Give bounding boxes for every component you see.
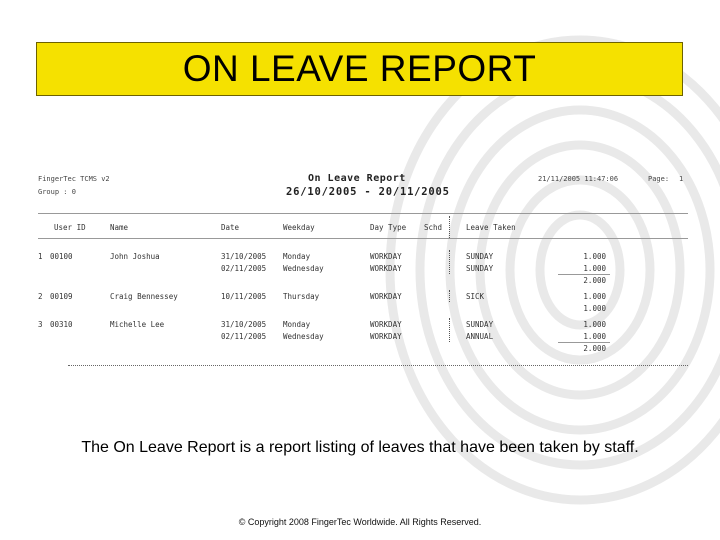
cell-daytype: WORKDAY [370, 264, 402, 273]
cell-leave: SUNDAY [466, 252, 494, 261]
cell-leave: SUNDAY [466, 264, 494, 273]
report-printed-timestamp: 21/11/2005 11:47:06 [538, 175, 619, 183]
report-footer-rule [68, 365, 688, 366]
column-header-rule [38, 238, 688, 239]
column-header: User ID [54, 223, 86, 232]
header-rule [38, 213, 688, 214]
report-software: FingerTec TCMS v2 [38, 175, 110, 183]
cell-id: 00100 [50, 252, 73, 261]
cell-weekday: Wednesday [283, 332, 324, 341]
cell-date: 31/10/2005 [221, 252, 267, 261]
cell-name: Michelle Lee [110, 320, 165, 329]
subtotal-rule [558, 342, 610, 343]
report-page-number: 1 [679, 175, 684, 183]
column-header: Day Type [370, 223, 407, 232]
slide-title: ON LEAVE REPORT [182, 48, 537, 89]
cell-daytype: WORKDAY [370, 320, 402, 329]
cell-date: 02/11/2005 [221, 264, 267, 273]
cell-name: Craig Bennessey [110, 292, 178, 301]
cell-weekday: Monday [283, 252, 311, 261]
cell-weekday: Wednesday [283, 264, 324, 273]
cell-daytype: WORKDAY [370, 252, 402, 261]
cell-qty: 1.000 [583, 332, 606, 341]
report-page-label: Page: [648, 175, 670, 183]
cell-qty: 1.000 [583, 252, 606, 261]
cell-qty: 1.000 [583, 304, 606, 313]
cell-weekday: Monday [283, 320, 311, 329]
cell-leave: SICK [466, 292, 485, 301]
slide-caption: The On Leave Report is a report listing of leaves that have been taken by staff. [81, 439, 639, 456]
report-preview [38, 168, 688, 373]
report-title: On Leave Report [308, 173, 406, 184]
cell-qty: 1.000 [583, 320, 606, 329]
report-group: Group : 0 [38, 188, 76, 196]
cell-id: 00109 [50, 292, 73, 301]
cell-date: 31/10/2005 [221, 320, 267, 329]
row-divider [449, 250, 450, 274]
cell-date: 02/11/2005 [221, 332, 267, 341]
cell-leave: ANNUAL [466, 332, 494, 341]
title-banner [36, 42, 683, 96]
report-date-range: 26/10/2005 - 20/11/2005 [286, 186, 450, 198]
cell-name: John Joshua [110, 252, 160, 261]
column-divider [449, 216, 450, 238]
column-header: Schd [424, 223, 443, 232]
column-header: Weekday [283, 223, 315, 232]
cell-qty: 1.000 [583, 292, 606, 301]
cell-no: 3 [38, 320, 43, 329]
row-divider [449, 290, 450, 302]
cell-daytype: WORKDAY [370, 332, 402, 341]
cell-leave: SUNDAY [466, 320, 494, 329]
column-header: Date [221, 223, 240, 232]
cell-weekday: Thursday [283, 292, 320, 301]
cell-no: 1 [38, 252, 43, 261]
column-header: Leave Taken [466, 223, 516, 232]
cell-daytype: WORKDAY [370, 292, 402, 301]
cell-no: 2 [38, 292, 43, 301]
cell-date: 10/11/2005 [221, 292, 267, 301]
row-divider [449, 318, 450, 342]
subtotal-rule [558, 274, 610, 275]
copyright-notice: © Copyright 2008 FingerTec Worldwide. All Rights Reserved. [238, 517, 482, 527]
cell-qty: 2.000 [583, 276, 606, 285]
cell-id: 00310 [50, 320, 73, 329]
cell-qty: 1.000 [583, 264, 606, 273]
cell-qty: 2.000 [583, 344, 606, 353]
column-header: Name [110, 223, 129, 232]
